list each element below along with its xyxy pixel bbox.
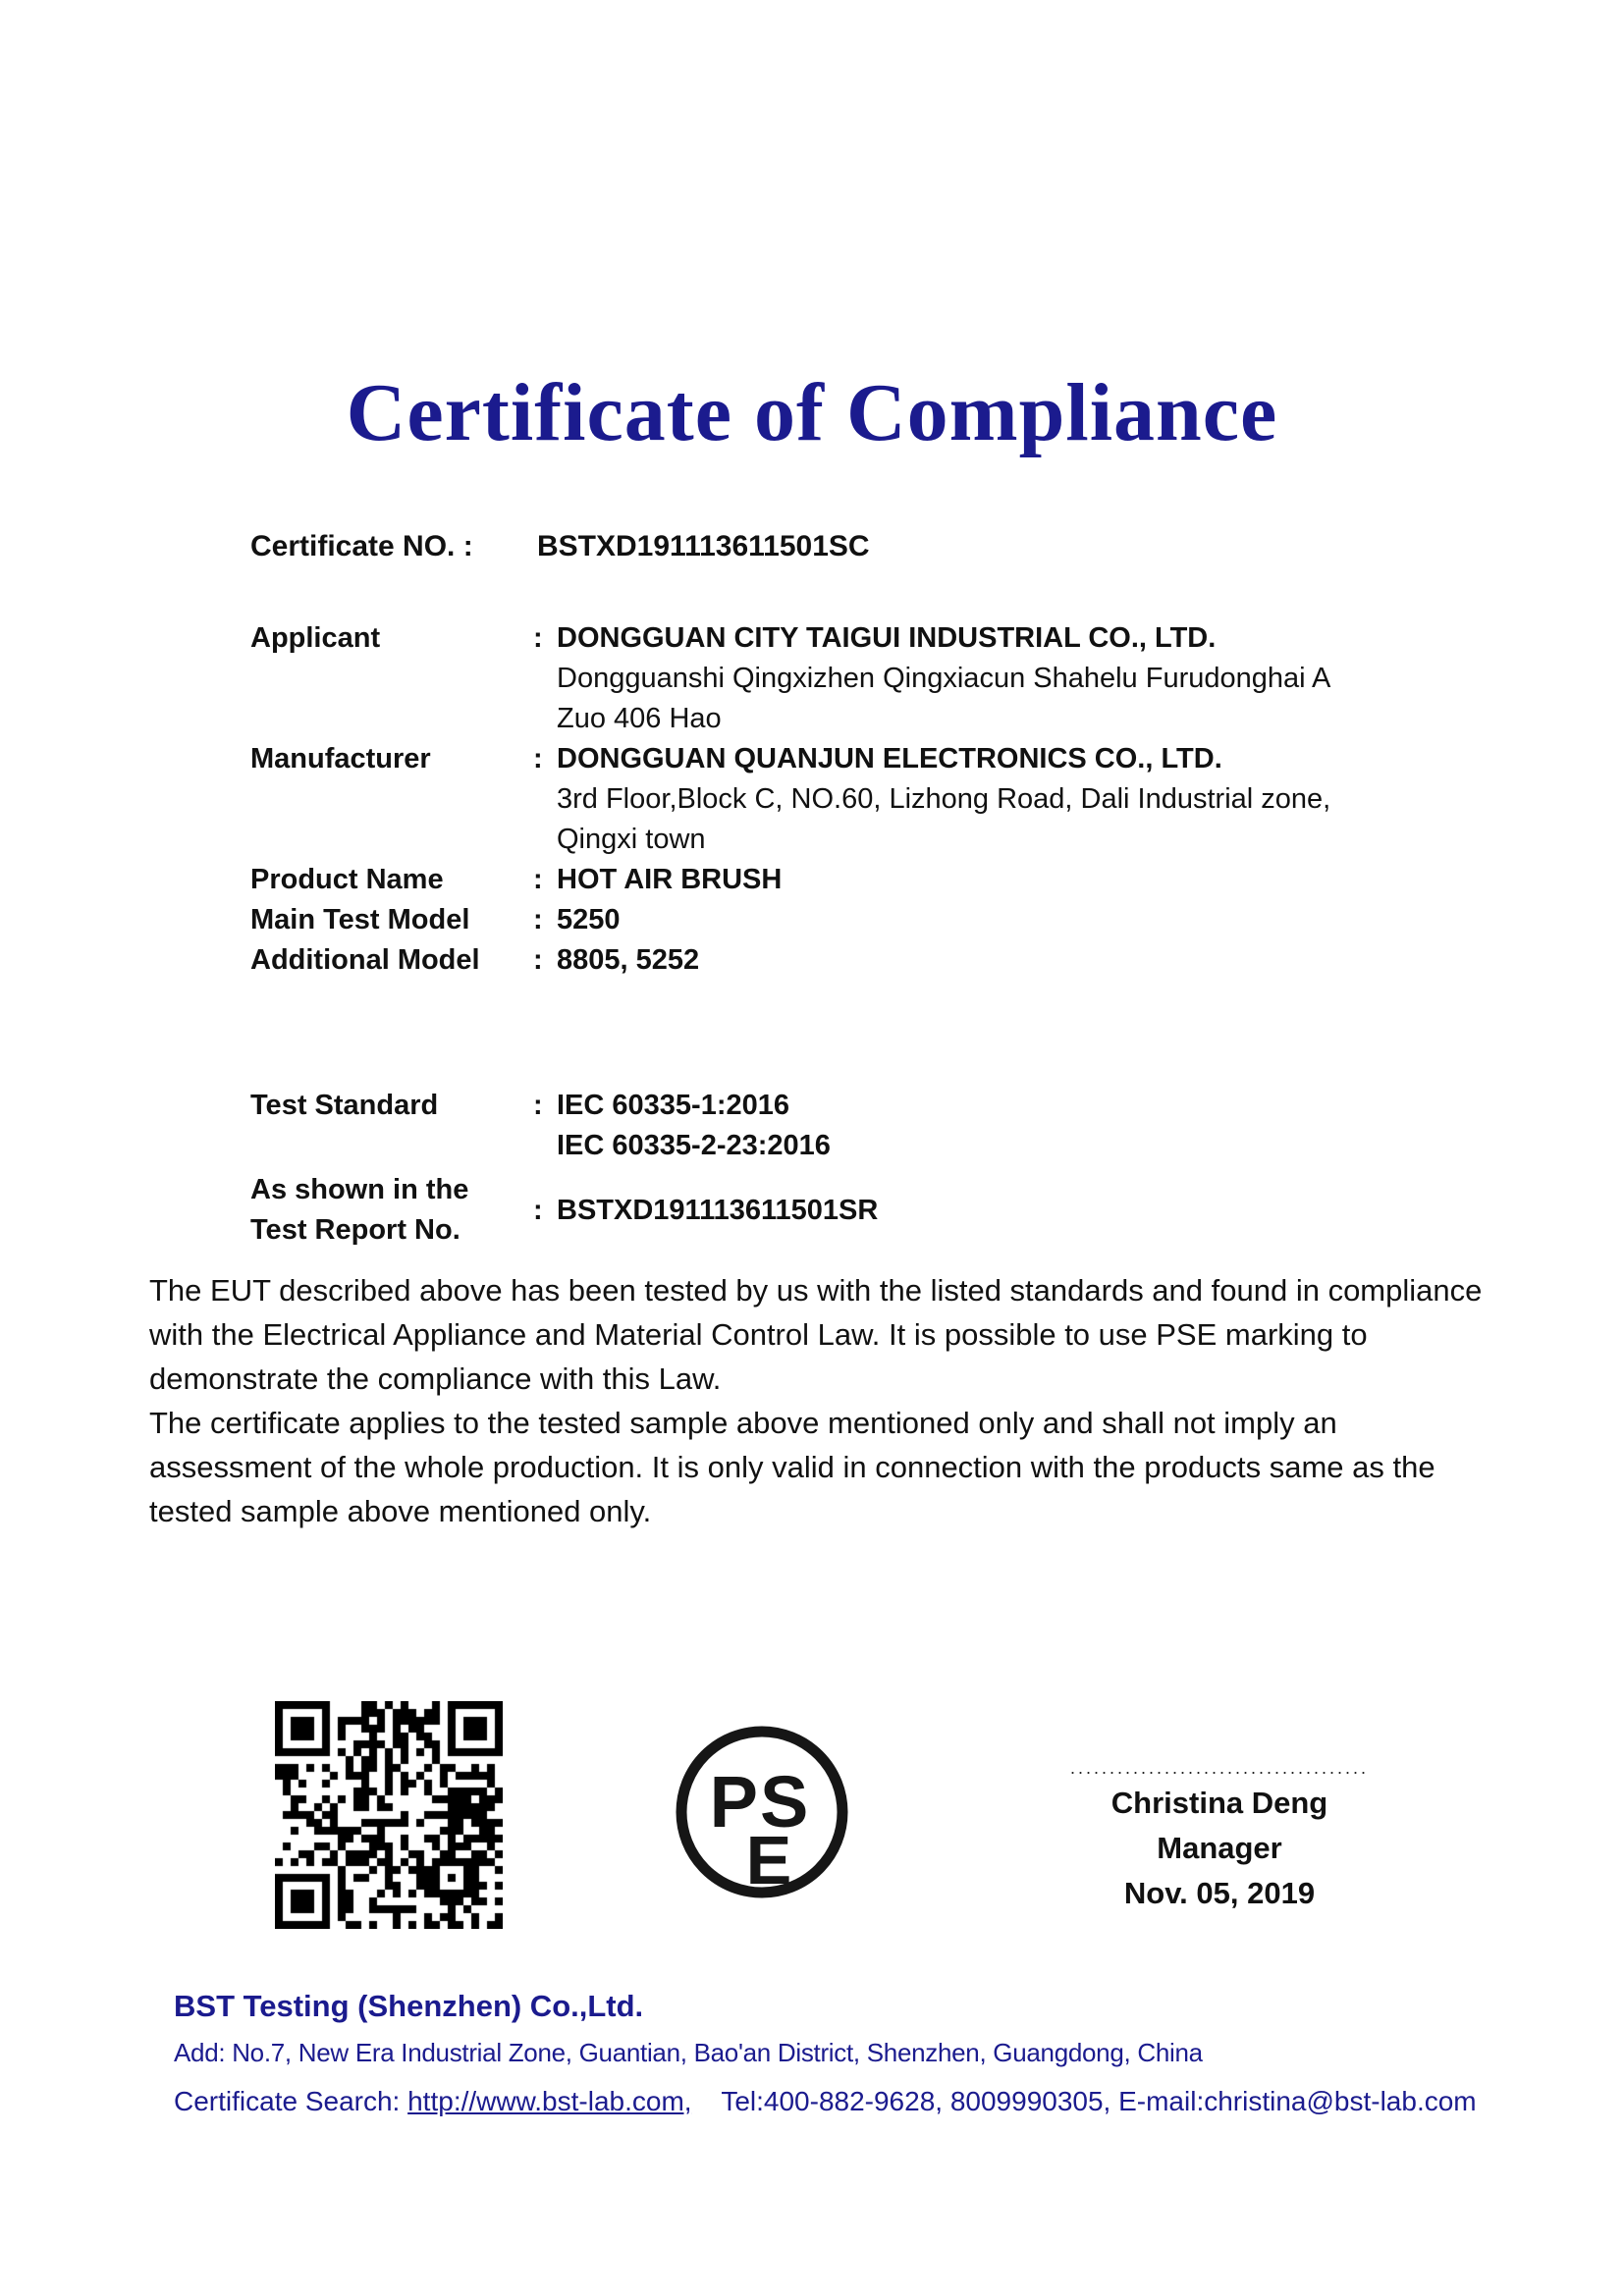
certificate-search-link[interactable]: http://www.bst-lab.com, bbox=[407, 2086, 692, 2116]
page-title: Certificate of Compliance bbox=[346, 367, 1278, 458]
manufacturer-address-1: 3rd Floor,Block C, NO.60, Lizhong Road, Dali Industrial zone, bbox=[557, 783, 1331, 815]
colon: : bbox=[533, 864, 543, 895]
statement-paragraph-1: The EUT described above has been tested by us with the listed standards and found in compliance with the Electrical Appliance and Material Control Law. It is possible to use PSE marking to demonstrate the compliance with this Law. bbox=[149, 1273, 1483, 1396]
test-report-label-2: Test Report No. bbox=[250, 1214, 460, 1246]
qr-code bbox=[275, 1701, 503, 1929]
lab-address: Add: No.7, New Era Industrial Zone, Guantian, Bao'an District, Shenzhen, Guangdong, China bbox=[174, 2038, 1203, 2067]
statement-section bbox=[149, 1268, 1489, 1533]
colon: : bbox=[533, 944, 543, 976]
colon: : bbox=[533, 1090, 543, 1121]
manufacturer-name: DONGGUAN QUANJUN ELECTRONICS CO., LTD. bbox=[557, 743, 1222, 774]
signature-date: Nov. 05, 2019 bbox=[1123, 1876, 1316, 1910]
signer-name: Christina Deng bbox=[1110, 1786, 1328, 1820]
applicant-label: Applicant bbox=[250, 622, 381, 654]
applicant-row bbox=[250, 618, 1507, 739]
pse-mark bbox=[675, 1725, 849, 1899]
manufacturer-address-2: Qingxi town bbox=[557, 824, 706, 855]
signature-block bbox=[1043, 1755, 1396, 1916]
lab-company-name: BST Testing (Shenzhen) Co.,Ltd. bbox=[174, 1989, 644, 2023]
info-section bbox=[250, 618, 1507, 1251]
applicant-name: DONGGUAN CITY TAIGUI INDUSTRIAL CO., LTD. bbox=[557, 622, 1217, 654]
colon: : bbox=[533, 1194, 543, 1226]
applicant-address-1: Dongguanshi Qingxizhen Qingxiacun Shahelu Furudonghai A bbox=[557, 663, 1331, 694]
pse-text-ps: PS bbox=[709, 1761, 811, 1842]
signature-line: ...................................... bbox=[1069, 1758, 1370, 1778]
lab-contact-info: Tel:400-882-9628, 8009990305, E-mail:christina@bst-lab.com bbox=[721, 2086, 1477, 2116]
test-standard-row bbox=[250, 1086, 1507, 1166]
manufacturer-row bbox=[250, 739, 1507, 860]
test-standard-1: IEC 60335-1:2016 bbox=[557, 1090, 789, 1121]
colon: : bbox=[533, 622, 543, 654]
main-test-model-value: 5250 bbox=[557, 904, 621, 935]
applicant-address-2: Zuo 406 Hao bbox=[557, 703, 722, 734]
certificate-number-value: BSTXD191113611501SC bbox=[537, 530, 870, 562]
colon: : bbox=[533, 743, 543, 774]
test-report-value: BSTXD191113611501SR bbox=[557, 1194, 879, 1226]
test-report-row bbox=[250, 1170, 1507, 1251]
additional-model-label: Additional Model bbox=[250, 944, 480, 976]
additional-model-value: 8805, 5252 bbox=[557, 944, 700, 976]
additional-model-row bbox=[250, 940, 1507, 981]
test-standard-2: IEC 60335-2-23:2016 bbox=[557, 1130, 831, 1161]
statement-paragraph-2: The certificate applies to the tested sample above mentioned only and shall not imply an assessment of the whole production. It is only valid in connection with the products same as the tested sample above mentioned only. bbox=[149, 1406, 1435, 1528]
certificate-number-row bbox=[250, 530, 870, 563]
colon: : bbox=[533, 904, 543, 935]
product-name-label: Product Name bbox=[250, 864, 444, 895]
certificate-number-label: Certificate NO. : bbox=[250, 530, 473, 562]
product-name-value: HOT AIR BRUSH bbox=[557, 864, 783, 895]
footer bbox=[174, 1989, 1489, 2117]
main-test-model-row bbox=[250, 900, 1507, 940]
signer-title: Manager bbox=[1157, 1831, 1282, 1865]
certificate-search-label: Certificate Search: bbox=[174, 2086, 401, 2116]
test-standard-label: Test Standard bbox=[250, 1090, 439, 1121]
main-test-model-label: Main Test Model bbox=[250, 904, 470, 935]
test-report-label-1: As shown in the bbox=[250, 1174, 469, 1205]
product-name-row bbox=[250, 860, 1507, 900]
pse-text-e: E bbox=[745, 1822, 792, 1898]
manufacturer-label: Manufacturer bbox=[250, 743, 431, 774]
